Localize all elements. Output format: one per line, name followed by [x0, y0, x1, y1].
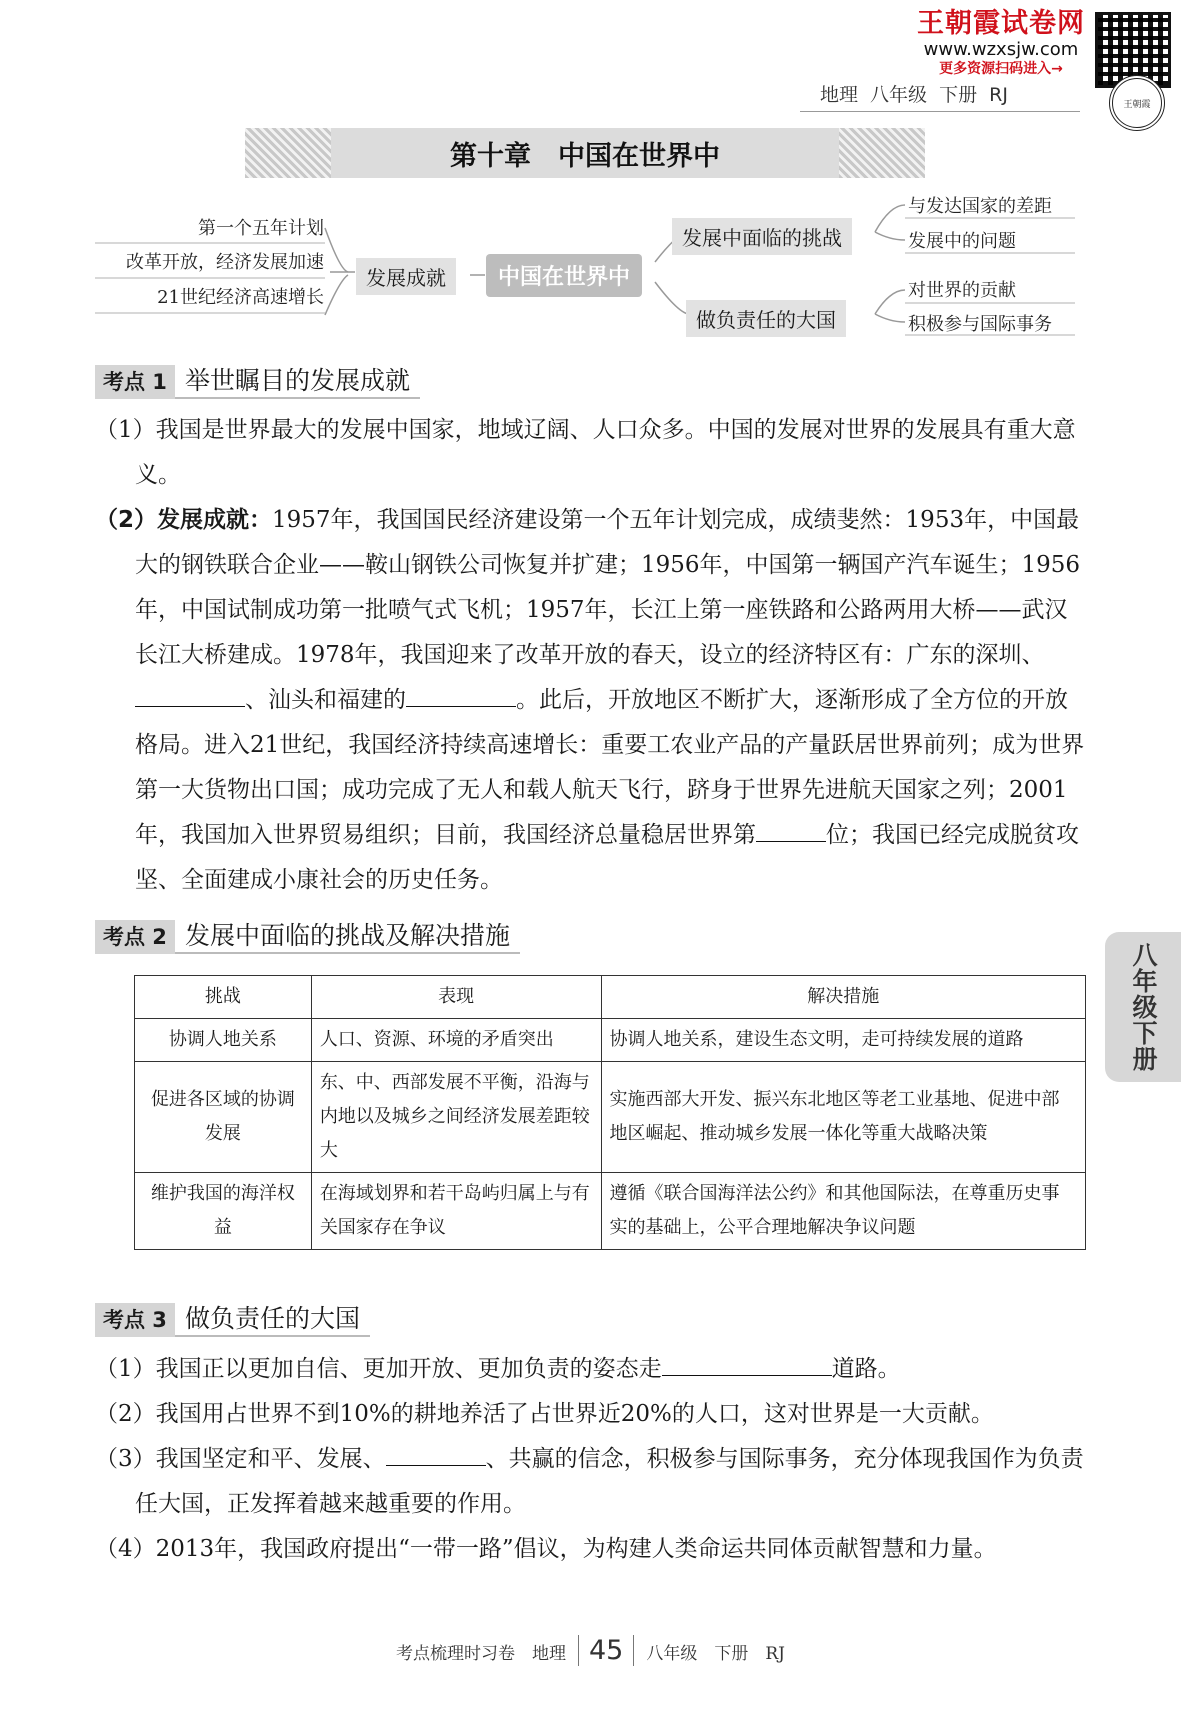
table-cell: 人口、资源、环境的矛盾突出 — [311, 1019, 601, 1062]
table-cell: 实施西部大开发、振兴东北地区等老工业基地、促进中部地区崛起、推动城乡发展一体化等重大战略决策 — [601, 1062, 1085, 1173]
table-cell: 遵循《联合国海洋法公约》和其他国际法，在尊重历史事实的基础上，公平合理地解决争议问题 — [601, 1173, 1085, 1250]
kaodian-title: 发展中面临的挑战及解决措施 — [175, 920, 520, 954]
mindmap-right-item: 发展中的问题 — [908, 231, 1016, 252]
paragraph: （1）我国是世界最大的发展中国家，地域辽阔、人口众多。中国的发展对世界的发展具有重大意义。 — [95, 417, 1076, 488]
kaodian-3-body — [95, 1347, 1088, 1572]
kaodian-3-heading — [95, 1302, 370, 1338]
kaodian-2-heading — [95, 919, 520, 955]
table-header: 挑战 — [135, 976, 312, 1019]
table-header: 表现 — [311, 976, 601, 1019]
fill-blank[interactable] — [406, 680, 516, 707]
mindmap-right-item: 对世界的贡献 — [908, 280, 1016, 301]
chapter-title: 第十章 中国在世界中 — [331, 128, 839, 178]
kaodian-tag: 考点 2 — [95, 920, 175, 954]
kaodian-1-heading — [95, 364, 420, 400]
mindmap-right-item: 与发达国家的差距 — [908, 196, 1052, 217]
kaodian-tag: 考点 3 — [95, 1303, 175, 1337]
table-cell: 维护我国的海洋权益 — [135, 1173, 312, 1250]
table-row — [135, 1173, 1086, 1250]
table-cell: 促进各区域的协调发展 — [135, 1062, 312, 1173]
mindmap-branch-achievements: 发展成就 — [356, 258, 456, 295]
kaodian-1-body — [95, 408, 1088, 903]
brand-scan-hint: 更多资源扫码进入→ — [939, 61, 1063, 77]
brand-url: www.wzxsjw.com — [923, 39, 1079, 60]
page-number: 45 — [578, 1635, 634, 1666]
fill-blank[interactable] — [662, 1349, 832, 1376]
footer-left: 考点梳理时习卷 地理 — [396, 1644, 566, 1664]
paragraph: （1）我国正以更加自信、更加开放、更加负责的姿态走 道路。 — [95, 1347, 1088, 1392]
table-cell: 在海域划界和若干岛屿归属上与有关国家存在争议 — [311, 1173, 601, 1250]
table-row — [135, 1062, 1086, 1173]
fill-blank[interactable] — [386, 1439, 486, 1466]
table-cell: 协调人地关系，建设生态文明，走可持续发展的道路 — [601, 1019, 1085, 1062]
challenges-table — [134, 975, 1086, 1250]
paragraph: （2）发展成就：1957年，我国国民经济建设第一个五年计划完成，成绩斐然：1953年，中国最大的钢铁联合企业——鞍山钢铁公司恢复并扩建；1956年，中国第一辆国产汽车诞生；1956年，中国试制成功第一批喷气式飞机；1957年，长江上第一座铁路和公路两用大桥——武汉长江大桥建成。1978年，我国迎来了改革开放的春天，设立的经济特区有：广东的深圳、、汕头和福建的 。此后，开放地区不断扩大，逐渐形成了全方位的开放格局。进入21世纪，我国经济持续高速增长：重要工农业产品的产量跃居世界前列；成为世界第一大货物出口国；成功完成了无人和载人航天飞行，跻身于世界先进航天国家之列；2001年，我国加入世界贸易组织；目前，我国经济总量稳居世界第 位；我国已经完成脱贫攻坚、全面建成小康社会的历史任务。 — [95, 507, 1085, 893]
table-row — [135, 1019, 1086, 1062]
mindmap-left-item: 改革开放，经济发展加速 — [126, 252, 324, 273]
paragraph-label: （2）发展成就： — [95, 507, 273, 533]
footer-right: 八年级 下册 RJ — [646, 1644, 785, 1664]
paragraph: （2）我国用占世界不到10%的耕地养活了占世界近20%的人口，这对世界是一大贡献。 — [95, 1401, 994, 1427]
brand-name: 王朝霞试卷网 — [917, 8, 1085, 39]
fill-blank[interactable] — [135, 680, 245, 707]
paragraph: （3）我国坚定和平、发展、 、共赢的信念，积极参与国际事务，充分体现我国作为负责任大国，正发挥着越来越重要的作用。 — [95, 1437, 1088, 1527]
grade-side-tab: 八年级下册 — [1105, 932, 1181, 1082]
page-footer — [0, 1635, 1181, 1666]
fill-blank[interactable] — [756, 815, 826, 842]
mindmap-left-item: 21世纪经济高速增长 — [157, 287, 324, 308]
kaodian-tag: 考点 1 — [95, 365, 175, 399]
kaodian-title: 举世瞩目的发展成就 — [175, 365, 420, 399]
mindmap-left-item: 第一个五年计划 — [198, 218, 324, 239]
table-header: 解决措施 — [601, 976, 1085, 1019]
table-cell: 协调人地关系 — [135, 1019, 312, 1062]
subject-bar: 地理 八年级 下册 RJ — [820, 84, 1008, 106]
table-header-row — [135, 976, 1086, 1019]
mindmap-right-item: 积极参与国际事务 — [908, 314, 1052, 335]
seal-logo-icon: 王朝霞 — [1109, 75, 1165, 131]
mindmap-branch-challenges: 发展中面临的挑战 — [672, 218, 852, 255]
mindmap-core: 中国在世界中 — [486, 254, 642, 297]
kaodian-title: 做负责任的大国 — [175, 1303, 370, 1337]
table-cell: 东、中、西部发展不平衡，沿海与内地以及城乡之间经济发展差距较大 — [311, 1062, 601, 1173]
mindmap-branch-responsible: 做负责任的大国 — [686, 300, 846, 337]
paragraph: （4）2013年，我国政府提出“一带一路”倡议，为构建人类命运共同体贡献智慧和力量。 — [95, 1536, 997, 1562]
